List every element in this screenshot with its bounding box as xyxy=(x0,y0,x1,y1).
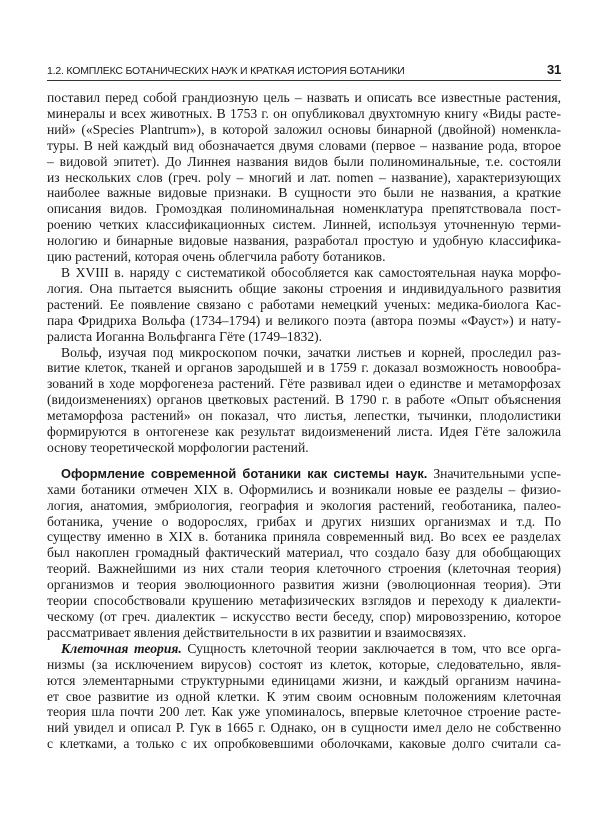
text-line xyxy=(47,593,561,609)
line-text: был накоплен громадный фактический материал, что создало базу для обобщающих xyxy=(47,545,561,561)
line-text: с клетками, а только с их опробковевшими оболочками, каковые долго считали са- xyxy=(47,736,561,752)
paragraph xyxy=(47,466,561,641)
line-text: низмы (за исключением вирусов) состоят из клеток, которые, следовательно, явля- xyxy=(47,656,561,672)
text-line xyxy=(47,233,561,249)
line-text: ний увидел и описал Р. Гук в 1665 г. Однако, он в сущности имел дело не собственно xyxy=(47,720,561,736)
line-text: логия. Она пытается выяснить общие законы строения и индивидуального развития xyxy=(47,280,561,296)
paragraph xyxy=(47,90,561,265)
text-line xyxy=(47,625,561,641)
line-text: – видовой эпитет). До Линнея названия видов были полиноминальные, т.е. состояли xyxy=(47,153,561,169)
text-line xyxy=(47,498,561,514)
text-line xyxy=(47,138,561,154)
paragraph xyxy=(47,265,561,345)
text-line xyxy=(47,704,561,720)
text-line xyxy=(47,720,561,736)
text-line xyxy=(47,689,561,705)
line-text: формируются в онтогенезе как результат видоизменений листа. Идея Гёте заложила xyxy=(47,424,561,440)
line-text: туры. В ней каждый вид обозначается двумя словами (первое – название рода, второе xyxy=(47,137,561,153)
line-text: логия, анатомия, эмбриология, география и экология растений, геоботаника, палео- xyxy=(47,497,561,513)
text-line xyxy=(47,313,561,329)
line-text: минералы и всех животных. В 1753 г. он опубликовал двухтомную книгу «Виды расте- xyxy=(47,105,561,121)
line-text: наиболее важные видовые признаки. В сущности это были не названия, а краткие xyxy=(47,185,561,201)
text-line xyxy=(47,297,561,313)
line-text: теория шла почти 200 лет. Как уже упоминалось, впервые клеточное строение расте- xyxy=(47,704,561,720)
line-text: теории способствовали крушению метафизических взглядов и переходу к диалекти- xyxy=(47,593,561,609)
text-line xyxy=(47,482,561,498)
line-text: существу именно в XIX в. ботаника приняла современный вид. Во всех ее разделах xyxy=(47,529,561,545)
page-number: 31 xyxy=(546,62,561,77)
line-text: пара Фридриха Вольфа (1734–1794) и великого поэта (автора поэмы «Фауст») и нату- xyxy=(47,312,561,328)
page-body xyxy=(47,90,561,752)
line-text: растений. Ее появление связано с работами немецкий ученых: медика-биолога Кас- xyxy=(47,296,561,312)
text-line xyxy=(47,609,561,625)
text-line xyxy=(47,561,561,577)
text-line xyxy=(47,122,561,138)
line-text: Значительными успе- xyxy=(427,465,562,481)
text-line xyxy=(47,408,561,424)
text-line xyxy=(47,170,561,186)
running-header xyxy=(47,62,561,81)
line-text: ются элементарными структурными единицами жизни, и каждый организм начина- xyxy=(47,672,561,688)
line-text: ческому (от греч. диалектик – искусство вести беседу, спор) мировоззрению, которое xyxy=(47,609,561,624)
line-text: (видоизменениях) органов цветковых растений. В 1790 г. в работе «Опыт объяснения xyxy=(47,392,561,408)
text-line xyxy=(47,514,561,530)
text-line xyxy=(47,466,561,482)
section-lead-heading: Клеточная теория. xyxy=(61,640,182,656)
text-line xyxy=(47,90,561,106)
line-text: Вольф, изучая под микроскопом почки, зачатки листьев и корней, проследил раз- xyxy=(61,344,561,360)
text-line xyxy=(47,281,561,297)
line-text: зований в ходе морфогенеза растений. Гёте развивал идеи о единстве и метаморфозах xyxy=(47,376,561,392)
text-line xyxy=(47,329,561,345)
text-line xyxy=(47,249,561,265)
text-line xyxy=(47,185,561,201)
line-text: В XVIII в. наряду с систематикой обособляется как самостоятельная наука морфо- xyxy=(61,264,561,280)
text-line xyxy=(47,545,561,561)
text-line xyxy=(47,106,561,122)
paragraph xyxy=(47,345,561,456)
line-text: роению четких классификационных систем. Линней, используя уточненную терми- xyxy=(47,217,561,233)
chapter-title: 1.2. КОМПЛЕКС БОТАНИЧЕСКИХ НАУК И КРАТКАЯ ИСТОРИЯ БОТАНИКИ xyxy=(47,65,405,77)
line-text: описания видов. Громоздкая полиноминальная номенклатура препятствовала пост- xyxy=(47,201,561,217)
line-text: организмов и теория эволюционного развития жизни (эволюционная теория). Эти xyxy=(47,577,561,593)
text-line xyxy=(47,201,561,217)
text-line xyxy=(47,440,561,456)
line-text: хами ботаники отмечен XIX в. Оформились и возникали новые ее разделы – физио- xyxy=(47,481,561,497)
line-text: ботаника, учение о водорослях, грибах и других низших организмах и т.д. По xyxy=(47,513,561,529)
line-text: ет свое развитие из одной клетки. К этим своим основным положениям клеточная xyxy=(47,688,561,704)
text-line xyxy=(47,217,561,233)
text-line xyxy=(47,641,561,657)
text-line xyxy=(47,424,561,440)
line-text: рассматривает явления действительности в их развитии и взаимосвязях. xyxy=(47,624,467,640)
text-line xyxy=(47,657,561,673)
text-line xyxy=(47,673,561,689)
line-text: поставил перед собой грандиозную цель – назвать и описать все известные растения, xyxy=(47,90,561,105)
line-text: цию растений, которая очень облегчила работу ботаников. xyxy=(47,249,386,265)
line-text: метаморфоза растений» он показал, что листья, лепестки, тычинки, плодолистики xyxy=(47,408,561,424)
line-text: ний» («Species Plantrum»), в которой заложил основы бинарной (двойной) номенкла- xyxy=(47,121,561,137)
line-text: Сущность клеточной теории заключается в том, что все орга- xyxy=(181,640,561,656)
text-line xyxy=(47,265,561,281)
text-line xyxy=(47,736,561,752)
line-text: теорий. Важнейшими из них стали теория клеточного строения (клеточная теория) xyxy=(47,561,561,577)
text-line xyxy=(47,154,561,170)
line-text: нологию и бинарные видовые названия, разработал простую и удобную классифика- xyxy=(47,233,561,249)
text-line xyxy=(47,360,561,376)
text-line xyxy=(47,577,561,593)
text-line xyxy=(47,376,561,392)
line-text: витие клеток, тканей и органов зародышей и в 1759 г. доказал возможность новообра- xyxy=(47,360,561,376)
paragraph xyxy=(47,641,561,752)
text-line xyxy=(47,392,561,408)
line-text: основу теоретической морфологии растений. xyxy=(47,439,309,455)
line-text: ралиста Иоганна Вольфганга Гёте (1749–1832). xyxy=(47,328,323,344)
line-text: из нескольких слов (греч. poly – многий и лат. nomen – название), характеризующих xyxy=(47,169,561,185)
text-line xyxy=(47,529,561,545)
section-lead-heading: Оформление современной ботаники как системы наук. xyxy=(61,465,428,481)
text-line xyxy=(47,345,561,361)
